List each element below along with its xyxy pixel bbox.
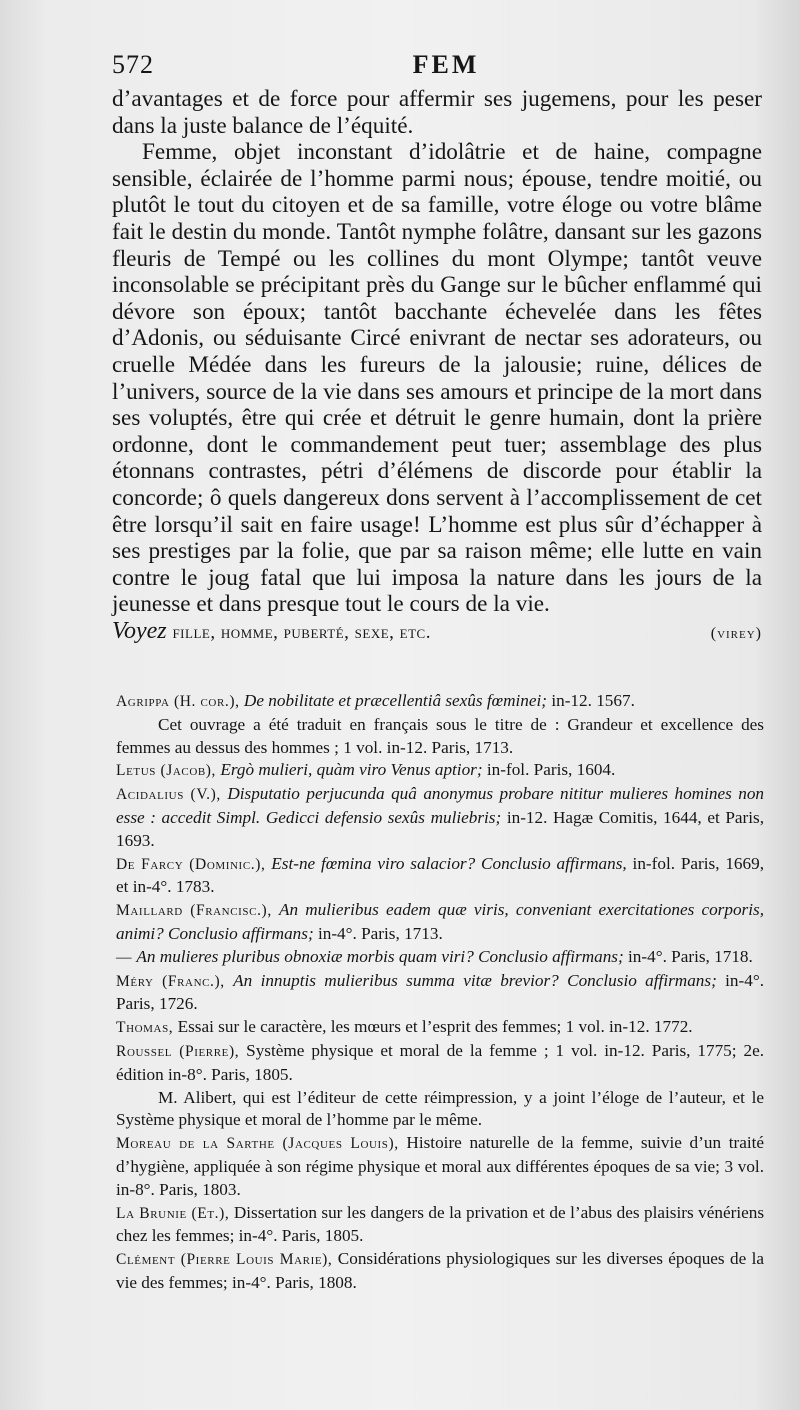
entry-author: Letus (Jacob), (116, 762, 217, 780)
bibliography-entry (116, 690, 764, 714)
cross-reference (112, 618, 431, 647)
running-head: FEM (412, 50, 480, 79)
entry-details: in-fol. Paris, 1604. (486, 760, 616, 780)
entry-author: Moreau de la Sarthe (Jacques Louis), (116, 1135, 399, 1153)
entry-details: in-fol. Paris, 1669, et in-4°. 1783. (116, 853, 764, 897)
bibliography-entry (116, 1016, 764, 1040)
entry-title: An mulieribus eadem quæ viris, conveniant exercitationes corporis, animi? Conclusio affirmans; (116, 900, 764, 943)
page-number: 572 (112, 50, 154, 79)
bibliography-note: M. Alibert, qui est l’éditeur de cette réimpression, y a joint l’éloge de l’auteur, et le Système physique et moral de l’homme par le même. (116, 1087, 764, 1130)
entry-details: Dissertation sur les dangers de la privation et de l’abus des plaisirs vénériens chez les femmes; in-4°. Paris, 1805. (116, 1202, 765, 1246)
bibliography-entry (116, 946, 764, 970)
entry-title: Ergò mulieri, quàm viro Venus aptior; (220, 760, 483, 780)
paragraph-femme: Femme, objet inconstant d’idolâtrie et de haine, compagne sensible, éclairée de l’homme parmi nous; épouse, tendre moitié, ou plutôt le tout du citoyen et de sa famille, votre éloge ou votre blâme fait le destin du monde. Tantôt nymphe folâtre, dansant sur les gazons fleuris de Tempé ou les collines du mont Olympe; tantôt veuve inconsolable se précipitant près du Gange sur le bûcher enflammé qui dévore son époux; tantôt bacchante échevelée dans les fêtes d’Adonis, ou séduisante Circé enivrant de nectar ses adorateurs, ou cruelle Médée dans les fureurs de la jalousie; ruine, délices de l’univers, source de la vie dans ses amours et principe de la mort dans ses voluptés, être qui crée et détruit le genre humain, dont la prière ordonne, dont le commandement peut tuer; assemblage des plus étonnans contrastes, pétri d’élémens de discorde pour établir la concorde; ô quels dangereux dons servent à l’accomplissement de cet être lorsqu’il sait en faire usage! L’homme est plus sûr d’échapper à ses prestiges par la folie, que par sa raison même; elle lutte en vain contre le joug fatal que lui imposa la nature dans les jours de la jeunesse et dans presque tout le cours de la vie. (112, 139, 762, 618)
entry-author: Thomas, (116, 1019, 174, 1037)
entry-author: Clément (Pierre Louis Marie), (116, 1251, 333, 1269)
entry-details: in-12. Hagæ Comitis, 1644, et Paris, 1693. (116, 807, 764, 850)
entry-title: An innuptis mulieribus summa vitæ brevior? Conclusio affirmans; (233, 970, 717, 990)
entry-author: La Brunie (Et.), (116, 1204, 230, 1222)
bibliography-entry (116, 1202, 764, 1249)
article-body (112, 86, 762, 647)
bibliography (116, 690, 764, 1295)
bibliography-note: Cet ouvrage a été traduit en français sous le titre de : Grandeur et excellence des femmes au dessus des hommes ; 1 vol. in-12. Paris, 1713. (116, 714, 764, 757)
entry-details: in-4°. Paris, 1726. (116, 970, 765, 1014)
entry-author: Méry (Franc.), (116, 972, 225, 990)
entry-author: De Farcy (Dominic.), (116, 855, 266, 873)
bibliography-entry (116, 970, 764, 1017)
entry-title: De nobilitate et præcellentiâ sexûs fœminei; (243, 691, 548, 710)
entry-title: Est-ne fœmina viro salacior? Conclusio affirmans, (271, 853, 627, 873)
entry-title: An mulieres pluribus obnoxiæ morbis quam viri? Conclusio affirmans; (136, 946, 624, 966)
entry-author: Roussel (Pierre), (116, 1042, 240, 1060)
page-header (112, 50, 760, 84)
bibliography-entry (116, 1248, 764, 1295)
paragraph-continuation: d’avantages et de force pour affermir ses jugemens, pour les peser dans la juste balance de l’équité. (112, 86, 762, 139)
bibliography-entry (116, 759, 764, 783)
bibliography-entry (116, 783, 764, 852)
cross-reference-terms: fille, homme, puberté, sexe, etc. (172, 621, 431, 643)
cross-reference-line (112, 618, 762, 648)
voyez-label: Voyez (112, 617, 167, 644)
entry-details: Histoire naturelle de la femme, suivie d’un traité d’hygiène, appliquée à son régime physique et moral aux différentes époques de sa vie; 3 vol. in-8°. Paris, 1803. (116, 1133, 765, 1199)
bibliography-entry (116, 899, 764, 946)
entry-details: in-4°. Paris, 1713. (317, 923, 443, 943)
entry-details: in-4°. Paris, 1718. (628, 946, 753, 966)
entry-author: — (116, 948, 133, 966)
entry-title: Disputatio perjucunda quâ anonymus probare nititur mulieres homines non esse : accedit Simpl. Gedicci defensio sexûs muliebris; (116, 784, 765, 827)
bibliography-entry (116, 1040, 764, 1087)
entry-details: in-12. 1567. (551, 691, 635, 710)
bibliography-entry (116, 853, 764, 900)
entry-author: Acidalius (V.), (116, 786, 221, 804)
entry-details: Considérations physiologiques sur les diverses époques de la vie des femmes; in-4°. Paris, 1808. (116, 1249, 765, 1292)
entry-author: Maillard (Francisc.), (116, 902, 272, 920)
entry-details: Essai sur le caractère, les mœurs et l’esprit des femmes; 1 vol. in-12. 1772. (177, 1017, 693, 1037)
entry-author: Agrippa (H. cor.), (116, 693, 240, 710)
entry-details: Système physique et moral de la femme ; 1 vol. in-12. Paris, 1775; 2e. édition in-8°. Paris, 1805. (116, 1040, 764, 1084)
bibliography-entry (116, 1132, 764, 1201)
author-signature: (virey) (710, 624, 762, 642)
